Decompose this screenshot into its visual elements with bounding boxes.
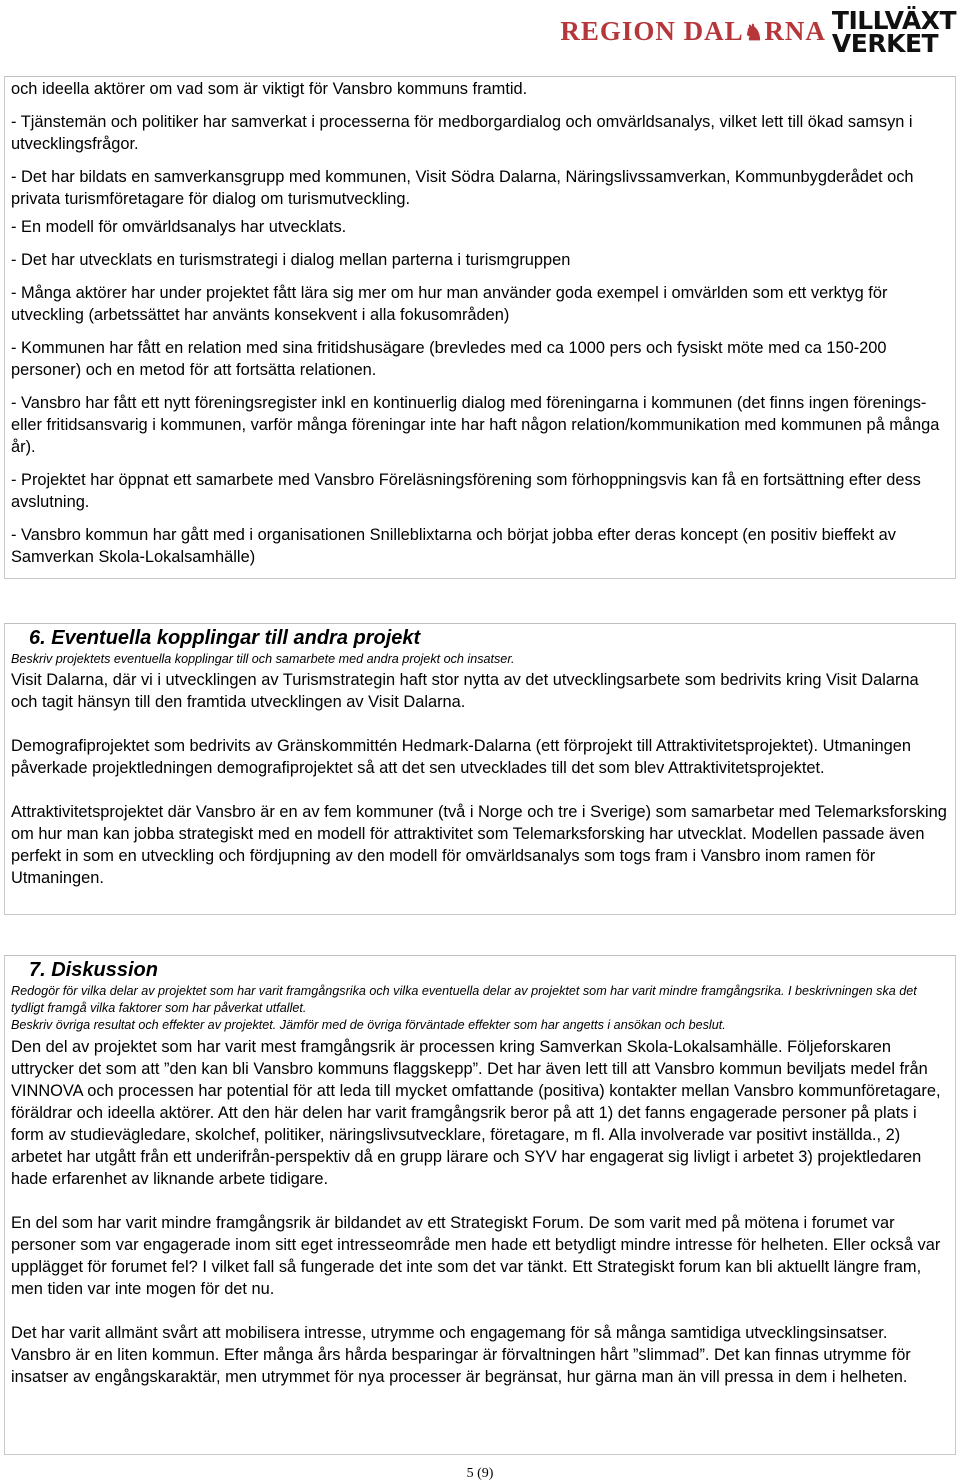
logos <box>560 4 956 60</box>
results-paragraph: - Det har bildats en samverkansgrupp med kommunen, Visit Södra Dalarna, Näringslivssamverkan, Kommunbygderådet och privata turismföretagare för dialog om turismutveckling. <box>11 168 914 208</box>
results-paragraph: och ideella aktörer om vad som är viktigt för Vansbro kommuns framtid. <box>11 80 528 98</box>
section-6-title: 6. Eventuella kopplingar till andra projekt <box>29 627 421 649</box>
section-7-title: 7. Diskussion <box>29 959 158 981</box>
region-logo-text: REGION DAL <box>560 16 744 46</box>
results-box <box>4 76 956 579</box>
tillvaxtverket-logo <box>831 6 956 58</box>
page-number: 5 (9) <box>466 1466 494 1481</box>
dala-horse-icon: ♞ <box>743 20 765 45</box>
section-6-paragraph: Demografiprojektet som bedrivits av Gränskommittén Hedmark-Dalarna (ett förprojekt till Attraktivitetsprojektet). Utmaningen påverkade projektledningen demografiprojektet så att det sen utvecklades till det som blev Attraktivitetsprojektet. <box>11 737 911 777</box>
section-7-paragraph: Den del av projektet som har varit mest framgångsrik är processen kring Samverkan Skola-Lokalsamhälle. Följeforskaren uttrycker det som att ”den kan bli Vansbro kommuns flaggskepp”. Det har även lett till att Vansbro kommun beviljats medel från VINNOVA och processen har potential för att leda till mycket omfattande (positiva) kontakter mellan Vansbro kommunföretagare, föräldrar och ideella aktörer. Att den här delen har varit framgångsrik beror på att 1) det fanns engagerade personer på plats i form av studievägledare, skolchef, politiker, näringslivsutvecklare, företagare, m fl. Alla involverade var positivt inställda., 2) arbetet har utgått från ett underifrån-perspektiv då en grupp lärare och SYV har engagerat sig livligt i arbetet 3) projektledaren hade erfarenhet av liknande arbete tidigare. <box>11 1038 941 1188</box>
results-paragraph: - Vansbro kommun har gått med i organisationen Snilleblixtarna och börjat jobba efter deras koncept (en positiv bieffekt av Samverkan Skola-Lokalsamhälle) <box>11 526 896 566</box>
region-logo-text-end: RNA <box>764 16 826 46</box>
section-6-description: Beskriv projektets eventuella kopplingar till och samarbete med andra projekt och insatser. <box>11 652 515 666</box>
results-paragraph: - Många aktörer har under projektet fått lära sig mer om hur man använder goda exempel i omvärlden som ett verktyg för utveckling (arbetssättet har använts konsekvent i alla fokusområden) <box>11 284 888 324</box>
section-6-paragraph: Attraktivitetsprojektet där Vansbro är en av fem kommuner (två i Norge och tre i Sverige) som samarbetar med Telemarksforsking om hur man kan jobba strategiskt med en modell för attraktivitet som Telemarksforsking har utvecklat. Modellen passade även perfekt in som en utveckling och fördjupning av den modell för omvärldsanalys som togs fram i Vansbro inom ramen för Utmaningen. <box>11 803 947 887</box>
tillvaxt-line1: TILLVÄXT <box>831 6 956 35</box>
section-7-paragraph: Det har varit allmänt svårt att mobilisera intresse, utrymme och engagemang för så många samtidiga utvecklingsinsatser. Vansbro är en liten kommun. Efter många års hårda besparingar är förvaltningen hårt ”slimmad”. Det kan finnas utrymme för insatser av engångskaraktär, men utrymmet för nya processer är begränsat, hur gärna man än vill pressa in dem i helheten. <box>11 1324 911 1386</box>
section-7-description: Beskriv övriga resultat och effekter av projektet. Jämför med de övriga förväntade effekter som har angetts i ansökan och beslut. <box>11 1018 726 1032</box>
results-paragraph: - Vansbro har fått ett nytt föreningsregister inkl en kontinuerlig dialog med föreningarna i kommunen (det finns ingen förenings- eller fritidsansvarig i kommunen, varför många föreningar inte har haft någon relation/kommunikation med kommunen på många år). <box>11 394 940 456</box>
results-paragraph: - Projektet har öppnat ett samarbete med Vansbro Föreläsningsförening som förhoppningsvis kan få en fortsättning efter dess avslutning. <box>11 471 921 511</box>
section-7-box <box>4 955 956 1455</box>
results-paragraph: - En modell för omvärldsanalys har utvecklats. <box>11 218 347 236</box>
section-6-box <box>4 623 956 915</box>
results-paragraph: - Det har utvecklats en turismstrategi i dialog mellan parterna i turismgruppen <box>11 251 571 269</box>
region-dalarna-logo <box>560 4 826 60</box>
section-7-description: Redogör för vilka delar av projektet som har varit framgångsrika och vilka eventuella delar av projektet som har varit mindre framgångsrika. I beskrivningen ska det tydligt framgå vilka faktorer som har påverkat utfallet. <box>11 984 917 1015</box>
results-paragraph: - Tjänstemän och politiker har samverkat i processerna för medborgardialog och omvärldsanalys, vilket lett till ökad samsyn i utvecklingsfrågor. <box>11 113 913 153</box>
section-6-paragraph: Visit Dalarna, där vi i utvecklingen av Turismstrategin haft stor nytta av det utvecklingsarbete som bedrivits kring Visit Dalarna och tagit hänsyn till den framtida utvecklingen av Visit Dalarna. <box>11 671 919 711</box>
page-header <box>0 0 960 66</box>
results-paragraph: - Kommunen har fått en relation med sina fritidshusägare (brevledes med ca 1000 pers och fysiskt möte med ca 150-200 personer) och en metod för att fortsätta relationen. <box>11 339 887 379</box>
section-7-paragraph: En del som har varit mindre framgångsrik är bildandet av ett Strategiskt Forum. De som varit med på mötena i forumet var personer som var engagerade inom sitt eget intresseområde men hade ett betydligt mindre intresse för helheten. Eller också var upplägget för forumet fel? I vilket fall så fungerade det inte som det var tänkt. Ett Strategiskt forum kan bli aktuellt längre fram, men tiden var inte mogen för det nu. <box>11 1214 941 1298</box>
tillvaxt-line2: VERKET <box>831 29 939 58</box>
